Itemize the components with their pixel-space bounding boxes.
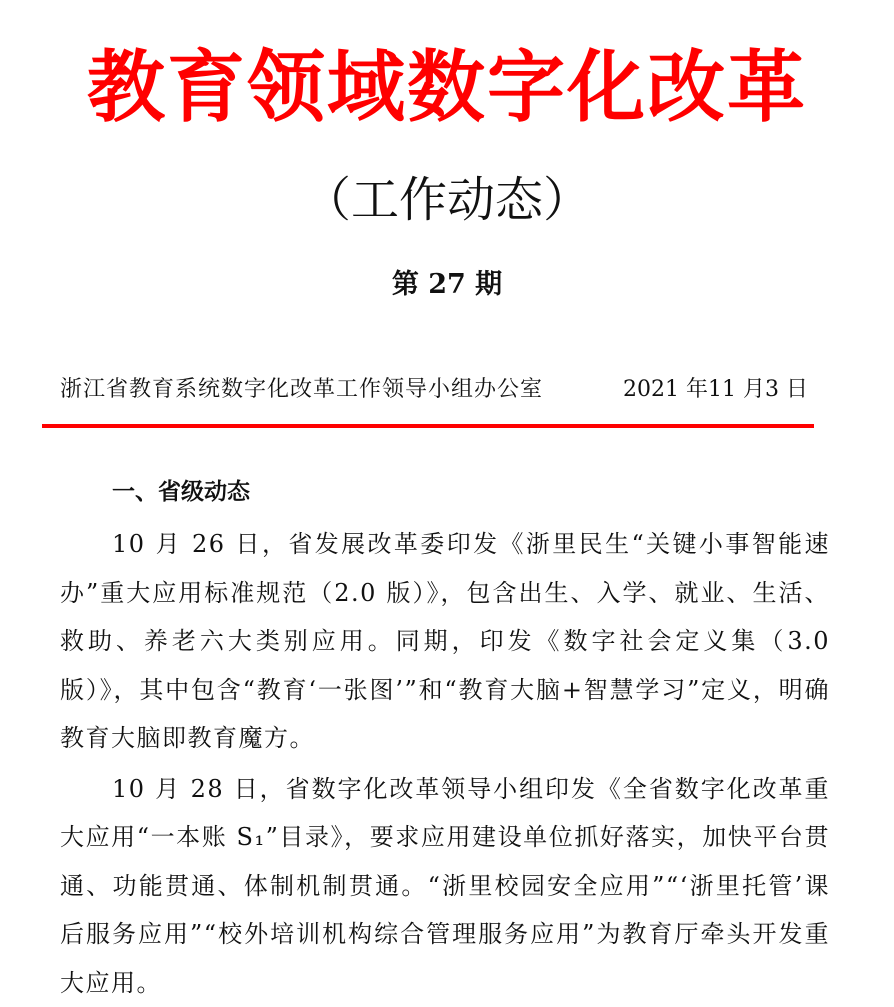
red-divider xyxy=(42,424,814,428)
issuer-name: 浙江省教育系统数字化改革工作领导小组办公室 xyxy=(60,377,543,402)
section-heading: 一、省级动态 xyxy=(112,470,830,514)
masthead-title: 教育领域数字化改革 xyxy=(0,38,894,138)
issuer-line xyxy=(60,372,820,408)
masthead-subtitle: （工作动态） xyxy=(0,168,894,232)
issue-date: 2021 年11 月3 日 xyxy=(623,372,808,408)
paragraph: 10 月 26 日，省发展改革委印发《浙里民生“关键小事智能速办”重大应用标准规范（2.0 版）》，包含出生、入学、就业、生活、救助、养老六大类别应用。同期，印发《数字社会定义集（3.0 版）》，其中包含“教育‘一张图’”和“教育大脑+智慧学习”定义，明确教育大脑即教育魔方。 xyxy=(60,520,830,763)
document-body xyxy=(60,470,830,1007)
issue-number: 第 27 期 xyxy=(0,265,894,305)
paragraph: 10 月 28 日，省数字化改革领导小组印发《全省数字化改革重大应用“一本账 S₁”目录》，要求应用建设单位抓好落实，加快平台贯通、功能贯通、体制机制贯通。“浙里校园安全应用”“‘浙里托管’课后服务应用”“校外培训机构综合管理服务应用”为教育厅牵头开发重大应用。 xyxy=(60,765,830,1007)
